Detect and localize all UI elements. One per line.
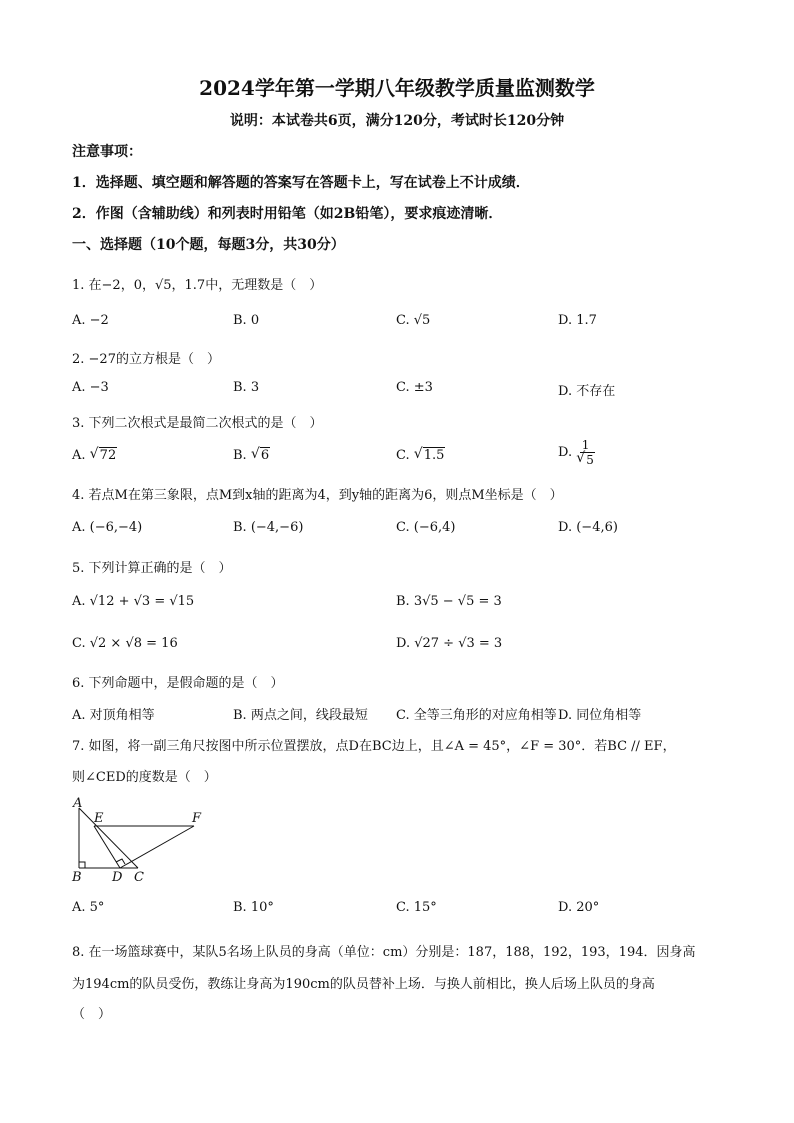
question-7-option-b: B. 10°	[233, 900, 274, 915]
question-4-option-a: A. (−6,−4)	[72, 520, 143, 535]
question-1-option-b: B. 0	[233, 313, 260, 328]
question-3-stem: 3. 下列二次根式是最简二次根式的是（ ）	[72, 416, 323, 431]
option-letter: B.	[233, 448, 247, 463]
fraction	[576, 438, 595, 467]
question-3-option-c	[396, 448, 445, 463]
question-7-stem: 7. 如图，将一副三角尺按图中所示位置摆放，点D在BC边上，且∠A = 45°，∠F = 30°．若BC // EF，	[72, 739, 676, 754]
notice-item-2: 2．作图（含辅助线）和列表时用铅笔（如2B铅笔），要求痕迹清晰．	[72, 206, 503, 222]
vertex-label-c: C	[134, 870, 144, 885]
question-7-stem-line2: 则∠CED的度数是（ ）	[72, 770, 217, 785]
notice-item-1: 1．选择题、填空题和解答题的答案写在答题卡上，写在试卷上不计成绩．	[72, 175, 530, 191]
question-5-option-a: A. √12 + √3 = √15	[72, 594, 195, 609]
vertex-label-e: E	[94, 811, 104, 826]
question-8-stem: 8. 在一场篮球赛中，某队5名场上队员的身高（单位：cm）分别是：187，188，192，193，194．因身高	[72, 945, 696, 960]
option-letter: C.	[396, 448, 410, 463]
option-letter: D.	[558, 445, 573, 460]
question-8-stem-line2: 为194cm的队员受伤，教练让身高为190cm的队员替补上场．与换人前相比，换人后场上队员的身高	[72, 977, 655, 992]
fraction-numerator: 1	[581, 438, 590, 452]
radicand: 5	[586, 453, 594, 467]
segment-df	[120, 826, 194, 868]
vertex-label-b: B	[72, 870, 82, 885]
triangle-figure	[68, 796, 218, 886]
sqrt-expression	[576, 453, 595, 467]
question-4-option-c: C. (−6,4)	[396, 520, 456, 535]
question-5-stem: 5. 下列计算正确的是（ ）	[72, 561, 232, 576]
question-2-option-c: C. ±3	[396, 380, 433, 395]
question-7-option-a: A. 5°	[72, 900, 105, 915]
radicand: 72	[99, 448, 117, 463]
sqrt-expression	[251, 448, 270, 463]
question-5-option-c: C. √2 × √8 = 16	[72, 636, 178, 651]
question-5-option-d: D. √27 ÷ √3 = 3	[396, 636, 503, 651]
question-1-option-d: D. 1.7	[558, 313, 597, 328]
question-8-stem-line3: （ ）	[72, 1007, 112, 1022]
question-6-stem: 6. 下列命题中，是假命题的是（ ）	[72, 676, 284, 691]
radicand: 1.5	[423, 448, 445, 463]
question-1-stem: 1. 在−2，0，√5，1.7中，无理数是（ ）	[72, 278, 323, 293]
question-6-option-c: C. 全等三角形的对应角相等	[396, 708, 557, 723]
question-1-option-a: A. −2	[72, 313, 109, 328]
vertex-label-f: F	[192, 811, 202, 826]
question-4-option-b: B. (−4,−6)	[233, 520, 304, 535]
page-title: 2024学年第一学期八年级教学质量监测数学	[199, 76, 595, 100]
question-2-option-d: D. 不存在	[558, 384, 616, 399]
notice-heading: 注意事项：	[72, 144, 142, 160]
sqrt-expression	[414, 448, 446, 463]
question-3-option-d	[558, 438, 595, 467]
question-3-option-a	[72, 448, 117, 463]
segment-ac	[79, 808, 138, 868]
question-4-option-d: D. (−4,6)	[558, 520, 618, 535]
question-3-option-b	[233, 448, 270, 463]
vertex-label-d: D	[112, 870, 123, 885]
question-2-option-a: A. −3	[72, 380, 109, 395]
question-6-option-d: D. 同位角相等	[558, 708, 642, 723]
option-letter: A.	[72, 448, 86, 463]
question-4-stem: 4. 若点M在第三象限，点M到x轴的距离为4，到y轴的距离为6，则点M坐标是（ ）	[72, 488, 563, 503]
exam-instructions: 说明：本试卷共6页，满分120分，考试时长120分钟	[229, 113, 565, 129]
question-7-option-c: C. 15°	[396, 900, 437, 915]
question-2-stem: 2. −27的立方根是（ ）	[72, 352, 220, 367]
section-heading: 一、选择题（10个题，每题3分，共30分）	[72, 237, 345, 253]
vertex-label-a: A	[73, 796, 83, 811]
radicand: 6	[260, 448, 270, 463]
right-angle-mark-b	[79, 862, 85, 868]
question-7-option-d: D. 20°	[558, 900, 600, 915]
question-6-option-b: B. 两点之间，线段最短	[233, 708, 368, 723]
question-6-option-a: A. 对顶角相等	[72, 708, 155, 723]
question-1-option-c: C. √5	[396, 313, 431, 328]
sqrt-expression	[90, 448, 118, 463]
question-5-option-b: B. 3√5 − √5 = 3	[396, 594, 502, 609]
question-2-option-b: B. 3	[233, 380, 260, 395]
